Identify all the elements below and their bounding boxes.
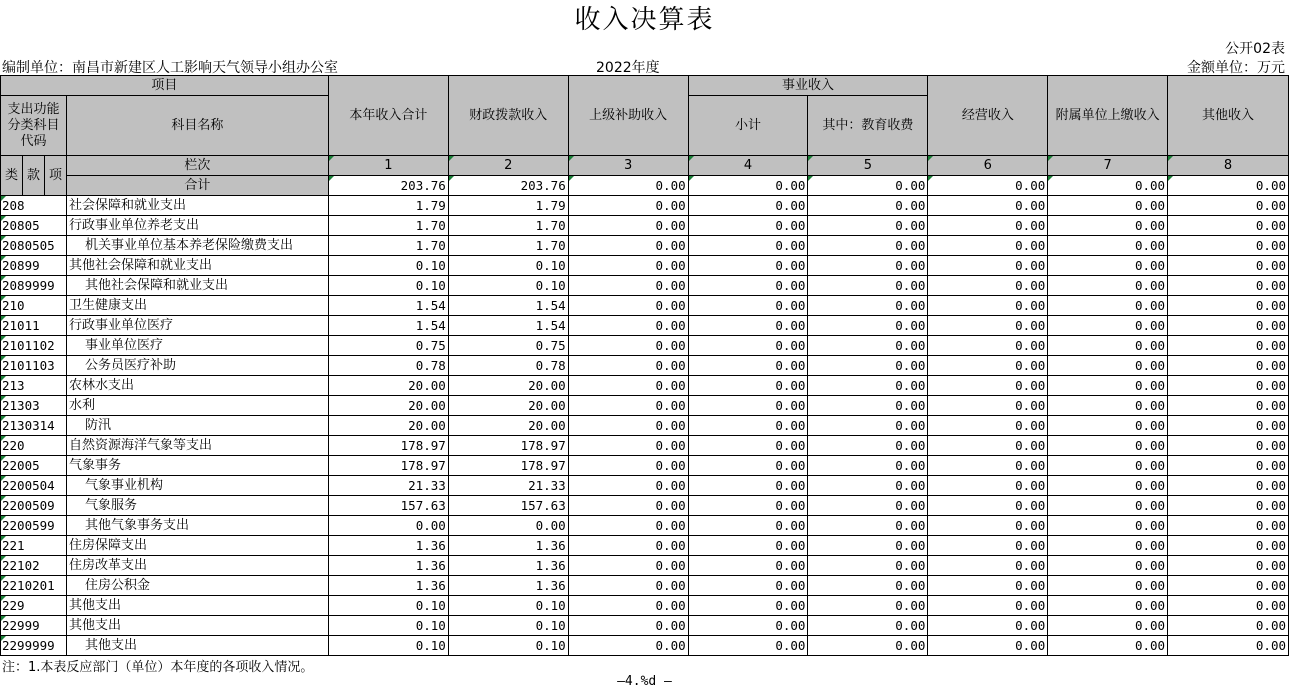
row-value: 0.00	[808, 376, 928, 396]
header-subtotal: 小计	[688, 96, 808, 156]
table-row	[1, 376, 1289, 396]
row-value: 0.00	[568, 196, 688, 216]
column-number: 8	[1168, 156, 1289, 176]
row-name: 其他支出	[66, 636, 328, 656]
total-value: 0.00	[1048, 176, 1168, 196]
row-code: 2200509	[1, 496, 67, 516]
row-value: 0.00	[1048, 436, 1168, 456]
row-value: 1.70	[448, 236, 568, 256]
row-value: 0.00	[1168, 496, 1289, 516]
row-value: 0.00	[1048, 236, 1168, 256]
row-value: 0.00	[568, 416, 688, 436]
row-value: 0.00	[808, 196, 928, 216]
row-name: 公务员医疗补助	[66, 356, 328, 376]
total-label: 合计	[66, 176, 328, 196]
row-value: 178.97	[448, 456, 568, 476]
row-code: 229	[1, 596, 67, 616]
row-value: 0.00	[688, 436, 808, 456]
row-value: 0.10	[328, 596, 448, 616]
row-value: 0.00	[928, 636, 1048, 656]
form-id: 公开02表	[1225, 41, 1285, 57]
row-code: 213	[1, 376, 67, 396]
table-row	[1, 336, 1289, 356]
row-value: 0.00	[688, 216, 808, 236]
header-total-income: 本年收入合计	[328, 76, 448, 156]
row-value: 1.36	[448, 576, 568, 596]
row-value: 0.00	[688, 496, 808, 516]
row-value: 0.00	[568, 336, 688, 356]
table-row	[1, 416, 1289, 436]
row-code: 20805	[1, 216, 67, 236]
row-name: 气象事业机构	[66, 476, 328, 496]
row-value: 0.00	[808, 236, 928, 256]
row-value: 0.00	[808, 336, 928, 356]
row-value: 1.79	[328, 196, 448, 216]
row-code: 2210201	[1, 576, 67, 596]
table-row	[1, 596, 1289, 616]
row-value: 0.00	[1048, 356, 1168, 376]
row-value: 0.00	[568, 616, 688, 636]
total-value: 0.00	[688, 176, 808, 196]
row-value: 0.00	[1168, 596, 1289, 616]
row-name: 行政事业单位医疗	[66, 316, 328, 336]
row-value: 0.00	[1048, 416, 1168, 436]
row-value: 0.00	[808, 636, 928, 656]
table-row	[1, 316, 1289, 336]
row-value: 0.00	[1168, 276, 1289, 296]
row-value: 0.00	[928, 316, 1048, 336]
header-affiliated: 附属单位上缴收入	[1048, 76, 1168, 156]
row-value: 0.00	[1168, 476, 1289, 496]
row-value: 0.00	[1048, 556, 1168, 576]
row-value: 0.00	[928, 256, 1048, 276]
row-code: 2101102	[1, 336, 67, 356]
row-value: 0.00	[1048, 216, 1168, 236]
row-value: 0.00	[1168, 256, 1289, 276]
row-value: 0.00	[688, 556, 808, 576]
row-name: 其他气象事务支出	[66, 516, 328, 536]
row-value: 0.00	[1048, 496, 1168, 516]
row-value: 0.00	[928, 436, 1048, 456]
row-value: 0.00	[568, 496, 688, 516]
header-fiscal: 财政拨款收入	[448, 76, 568, 156]
row-value: 0.00	[808, 436, 928, 456]
row-value: 1.79	[448, 196, 568, 216]
table-row	[1, 576, 1289, 596]
row-name: 其他社会保障和就业支出	[66, 276, 328, 296]
header-kuan: 款	[22, 156, 44, 196]
row-value: 0.00	[1168, 636, 1289, 656]
column-number: 4	[688, 156, 808, 176]
row-name: 社会保障和就业支出	[66, 196, 328, 216]
row-code: 2089999	[1, 276, 67, 296]
row-value: 0.10	[448, 616, 568, 636]
row-value: 1.36	[448, 556, 568, 576]
row-code: 210	[1, 296, 67, 316]
row-value: 157.63	[448, 496, 568, 516]
column-number: 5	[808, 156, 928, 176]
column-number: 7	[1048, 156, 1168, 176]
row-value: 0.00	[808, 576, 928, 596]
row-value: 0.00	[688, 356, 808, 376]
row-value: 20.00	[448, 416, 568, 436]
row-value: 0.00	[1048, 456, 1168, 476]
row-code: 22005	[1, 456, 67, 476]
row-value: 0.00	[928, 196, 1048, 216]
row-value: 0.00	[688, 476, 808, 496]
row-name: 农林水支出	[66, 376, 328, 396]
row-value: 0.00	[928, 576, 1048, 596]
row-value: 0.00	[688, 376, 808, 396]
column-number: 3	[568, 156, 688, 176]
row-value: 0.00	[808, 536, 928, 556]
row-code: 221	[1, 536, 67, 556]
row-name: 气象事务	[66, 456, 328, 476]
row-value: 0.00	[688, 456, 808, 476]
row-name: 其他社会保障和就业支出	[66, 256, 328, 276]
column-number: 1	[328, 156, 448, 176]
row-value: 0.00	[928, 536, 1048, 556]
table-row	[1, 396, 1289, 416]
row-value: 0.00	[1048, 536, 1168, 556]
row-value: 0.00	[1048, 296, 1168, 316]
row-value: 0.00	[928, 356, 1048, 376]
row-value: 0.00	[1048, 396, 1168, 416]
row-value: 0.00	[928, 476, 1048, 496]
row-value: 0.00	[928, 596, 1048, 616]
row-value: 1.54	[448, 316, 568, 336]
row-value: 0.00	[448, 516, 568, 536]
currency-unit: 金额单位：万元	[1187, 60, 1285, 76]
table-row	[1, 476, 1289, 496]
row-value: 0.00	[1168, 356, 1289, 376]
row-code: 2200599	[1, 516, 67, 536]
row-value: 0.00	[1048, 576, 1168, 596]
column-number: 6	[928, 156, 1048, 176]
row-value: 0.00	[568, 376, 688, 396]
row-value: 0.00	[1168, 516, 1289, 536]
row-code: 2130314	[1, 416, 67, 436]
row-value: 0.00	[808, 356, 928, 376]
row-value: 0.00	[1048, 616, 1168, 636]
row-name: 防汛	[66, 416, 328, 436]
row-value: 0.00	[808, 396, 928, 416]
row-value: 0.00	[1168, 296, 1289, 316]
header-other: 其他收入	[1168, 76, 1289, 156]
row-value: 0.00	[568, 636, 688, 656]
row-value: 0.00	[568, 596, 688, 616]
row-value: 0.00	[808, 276, 928, 296]
row-name: 水利	[66, 396, 328, 416]
row-value: 0.00	[808, 296, 928, 316]
table-row	[1, 236, 1289, 256]
table-row	[1, 356, 1289, 376]
total-value: 0.00	[928, 176, 1048, 196]
row-value: 0.00	[928, 336, 1048, 356]
row-value: 0.00	[1168, 336, 1289, 356]
row-value: 0.75	[448, 336, 568, 356]
row-value: 20.00	[328, 416, 448, 436]
row-name: 其他支出	[66, 596, 328, 616]
row-value: 0.78	[328, 356, 448, 376]
total-value: 203.76	[328, 176, 448, 196]
header-edu: 其中：教育收费	[808, 96, 928, 156]
row-value: 0.00	[1048, 376, 1168, 396]
row-value: 0.00	[688, 276, 808, 296]
row-value: 0.00	[568, 556, 688, 576]
row-name: 行政事业单位养老支出	[66, 216, 328, 236]
row-value: 157.63	[328, 496, 448, 516]
row-value: 1.70	[328, 236, 448, 256]
row-code: 22102	[1, 556, 67, 576]
row-value: 1.36	[328, 556, 448, 576]
row-value: 0.00	[928, 236, 1048, 256]
row-name: 其他支出	[66, 616, 328, 636]
row-value: 178.97	[328, 436, 448, 456]
row-value: 0.00	[1048, 476, 1168, 496]
row-value: 0.00	[928, 456, 1048, 476]
row-value: 1.54	[328, 316, 448, 336]
row-value: 0.10	[448, 596, 568, 616]
row-value: 0.00	[808, 316, 928, 336]
row-value: 0.00	[1168, 236, 1289, 256]
row-value: 0.00	[808, 216, 928, 236]
row-value: 0.10	[328, 276, 448, 296]
row-value: 0.00	[688, 196, 808, 216]
row-value: 0.00	[808, 496, 928, 516]
row-code: 2080505	[1, 236, 67, 256]
row-code: 2101103	[1, 356, 67, 376]
header-func-code: 支出功能分类科目代码	[1, 96, 67, 156]
row-code: 2200504	[1, 476, 67, 496]
row-value: 0.00	[1168, 456, 1289, 476]
row-name: 住房保障支出	[66, 536, 328, 556]
header-lanci: 栏次	[66, 156, 328, 176]
row-value: 1.36	[448, 536, 568, 556]
row-value: 0.78	[448, 356, 568, 376]
table-row	[1, 616, 1289, 636]
table-row	[1, 276, 1289, 296]
row-value: 0.00	[688, 236, 808, 256]
row-value: 0.00	[928, 496, 1048, 516]
row-value: 0.00	[1168, 216, 1289, 236]
row-value: 0.10	[328, 256, 448, 276]
row-value: 0.10	[448, 276, 568, 296]
total-value: 0.00	[1168, 176, 1289, 196]
row-value: 0.00	[928, 376, 1048, 396]
row-value: 0.00	[568, 436, 688, 456]
table-row	[1, 516, 1289, 536]
row-value: 0.00	[808, 456, 928, 476]
row-value: 1.70	[328, 216, 448, 236]
row-value: 0.00	[568, 236, 688, 256]
row-value: 0.10	[448, 256, 568, 276]
row-value: 0.00	[928, 416, 1048, 436]
row-value: 1.36	[328, 536, 448, 556]
row-name: 住房改革支出	[66, 556, 328, 576]
table-row	[1, 536, 1289, 556]
row-value: 0.00	[808, 516, 928, 536]
row-value: 178.97	[448, 436, 568, 456]
row-value: 0.75	[328, 336, 448, 356]
row-value: 0.00	[928, 616, 1048, 636]
row-value: 0.00	[688, 316, 808, 336]
total-value: 0.00	[568, 176, 688, 196]
row-value: 0.00	[1048, 276, 1168, 296]
row-value: 0.00	[688, 296, 808, 316]
table-row	[1, 296, 1289, 316]
row-value: 0.00	[928, 556, 1048, 576]
table-row	[1, 496, 1289, 516]
row-value: 0.00	[568, 216, 688, 236]
row-value: 0.00	[568, 456, 688, 476]
total-value: 0.00	[808, 176, 928, 196]
row-value: 0.00	[1048, 596, 1168, 616]
row-name: 自然资源海洋气象等支出	[66, 436, 328, 456]
row-code: 220	[1, 436, 67, 456]
row-value: 0.00	[1048, 196, 1168, 216]
row-code: 208	[1, 196, 67, 216]
row-value: 0.00	[688, 636, 808, 656]
row-value: 0.00	[568, 396, 688, 416]
row-value: 0.00	[568, 536, 688, 556]
row-value: 0.00	[568, 296, 688, 316]
row-value: 0.00	[568, 516, 688, 536]
row-name: 事业单位医疗	[66, 336, 328, 356]
row-value: 20.00	[328, 396, 448, 416]
row-value: 21.33	[328, 476, 448, 496]
row-code: 21011	[1, 316, 67, 336]
row-value: 178.97	[328, 456, 448, 476]
row-value: 0.00	[688, 536, 808, 556]
row-name: 气象服务	[66, 496, 328, 516]
table-row	[1, 556, 1289, 576]
unit-label: 编制单位：南昌市新建区人工影响天气领导小组办公室	[2, 60, 338, 76]
row-value: 0.00	[928, 216, 1048, 236]
row-name: 住房公积金	[66, 576, 328, 596]
row-value: 20.00	[448, 396, 568, 416]
row-value: 1.36	[328, 576, 448, 596]
page-footer: —4.%d —	[617, 674, 672, 689]
row-value: 0.10	[328, 636, 448, 656]
income-table	[0, 75, 1289, 656]
row-value: 0.00	[568, 316, 688, 336]
row-value: 0.00	[1048, 516, 1168, 536]
row-value: 0.00	[928, 276, 1048, 296]
row-value: 0.00	[1168, 616, 1289, 636]
row-value: 0.00	[928, 296, 1048, 316]
report-title: 收入决算表	[574, 5, 715, 35]
row-value: 0.00	[568, 256, 688, 276]
row-value: 0.00	[808, 556, 928, 576]
row-value: 0.00	[1168, 416, 1289, 436]
row-value: 0.00	[568, 576, 688, 596]
row-code: 20899	[1, 256, 67, 276]
row-value: 0.00	[568, 356, 688, 376]
row-value: 0.00	[808, 616, 928, 636]
row-value: 0.00	[688, 336, 808, 356]
row-value: 0.00	[808, 476, 928, 496]
row-value: 0.00	[1168, 436, 1289, 456]
header-operating: 经营收入	[928, 76, 1048, 156]
table-row	[1, 216, 1289, 236]
header-superior: 上级补助收入	[568, 76, 688, 156]
row-value: 0.00	[688, 596, 808, 616]
row-value: 1.54	[328, 296, 448, 316]
row-value: 20.00	[328, 376, 448, 396]
row-value: 0.00	[568, 476, 688, 496]
row-value: 1.70	[448, 216, 568, 236]
row-code: 2299999	[1, 636, 67, 656]
row-value: 0.00	[1168, 396, 1289, 416]
header-item: 项目	[1, 76, 329, 96]
row-value: 0.00	[688, 576, 808, 596]
row-code: 21303	[1, 396, 67, 416]
row-value: 0.00	[328, 516, 448, 536]
row-value: 0.00	[568, 276, 688, 296]
header-subject-name: 科目名称	[66, 96, 328, 156]
row-value: 0.10	[448, 636, 568, 656]
row-value: 0.00	[808, 416, 928, 436]
row-value: 0.00	[688, 396, 808, 416]
row-name: 机关事业单位基本养老保险缴费支出	[66, 236, 328, 256]
row-value: 0.00	[1168, 196, 1289, 216]
row-value: 0.00	[928, 516, 1048, 536]
row-value: 0.00	[808, 596, 928, 616]
table-row	[1, 636, 1289, 656]
table-row	[1, 436, 1289, 456]
table-row	[1, 456, 1289, 476]
row-value: 0.00	[688, 616, 808, 636]
table-note: 注：1.本表反应部门（单位）本年度的各项收入情况。	[2, 660, 314, 675]
row-name: 卫生健康支出	[66, 296, 328, 316]
row-value: 20.00	[448, 376, 568, 396]
row-value: 0.00	[1168, 376, 1289, 396]
row-value: 1.54	[448, 296, 568, 316]
row-value: 0.10	[328, 616, 448, 636]
column-number: 2	[448, 156, 568, 176]
header-business: 事业收入	[688, 76, 928, 96]
row-value: 0.00	[1168, 536, 1289, 556]
row-value: 0.00	[808, 256, 928, 276]
report-year: 2022年度	[596, 60, 660, 76]
row-value: 0.00	[1048, 256, 1168, 276]
row-value: 0.00	[928, 396, 1048, 416]
row-value: 0.00	[1048, 316, 1168, 336]
total-value: 203.76	[448, 176, 568, 196]
row-code: 22999	[1, 616, 67, 636]
row-value: 0.00	[1048, 636, 1168, 656]
row-value: 0.00	[1168, 316, 1289, 336]
header-xiang: 项	[44, 156, 66, 196]
row-value: 0.00	[1048, 336, 1168, 356]
header-lei: 类	[1, 156, 23, 196]
row-value: 0.00	[1168, 576, 1289, 596]
row-value: 0.00	[1168, 556, 1289, 576]
table-row	[1, 256, 1289, 276]
table-row	[1, 196, 1289, 216]
row-value: 0.00	[688, 516, 808, 536]
row-value: 0.00	[688, 416, 808, 436]
row-value: 0.00	[688, 256, 808, 276]
row-value: 21.33	[448, 476, 568, 496]
